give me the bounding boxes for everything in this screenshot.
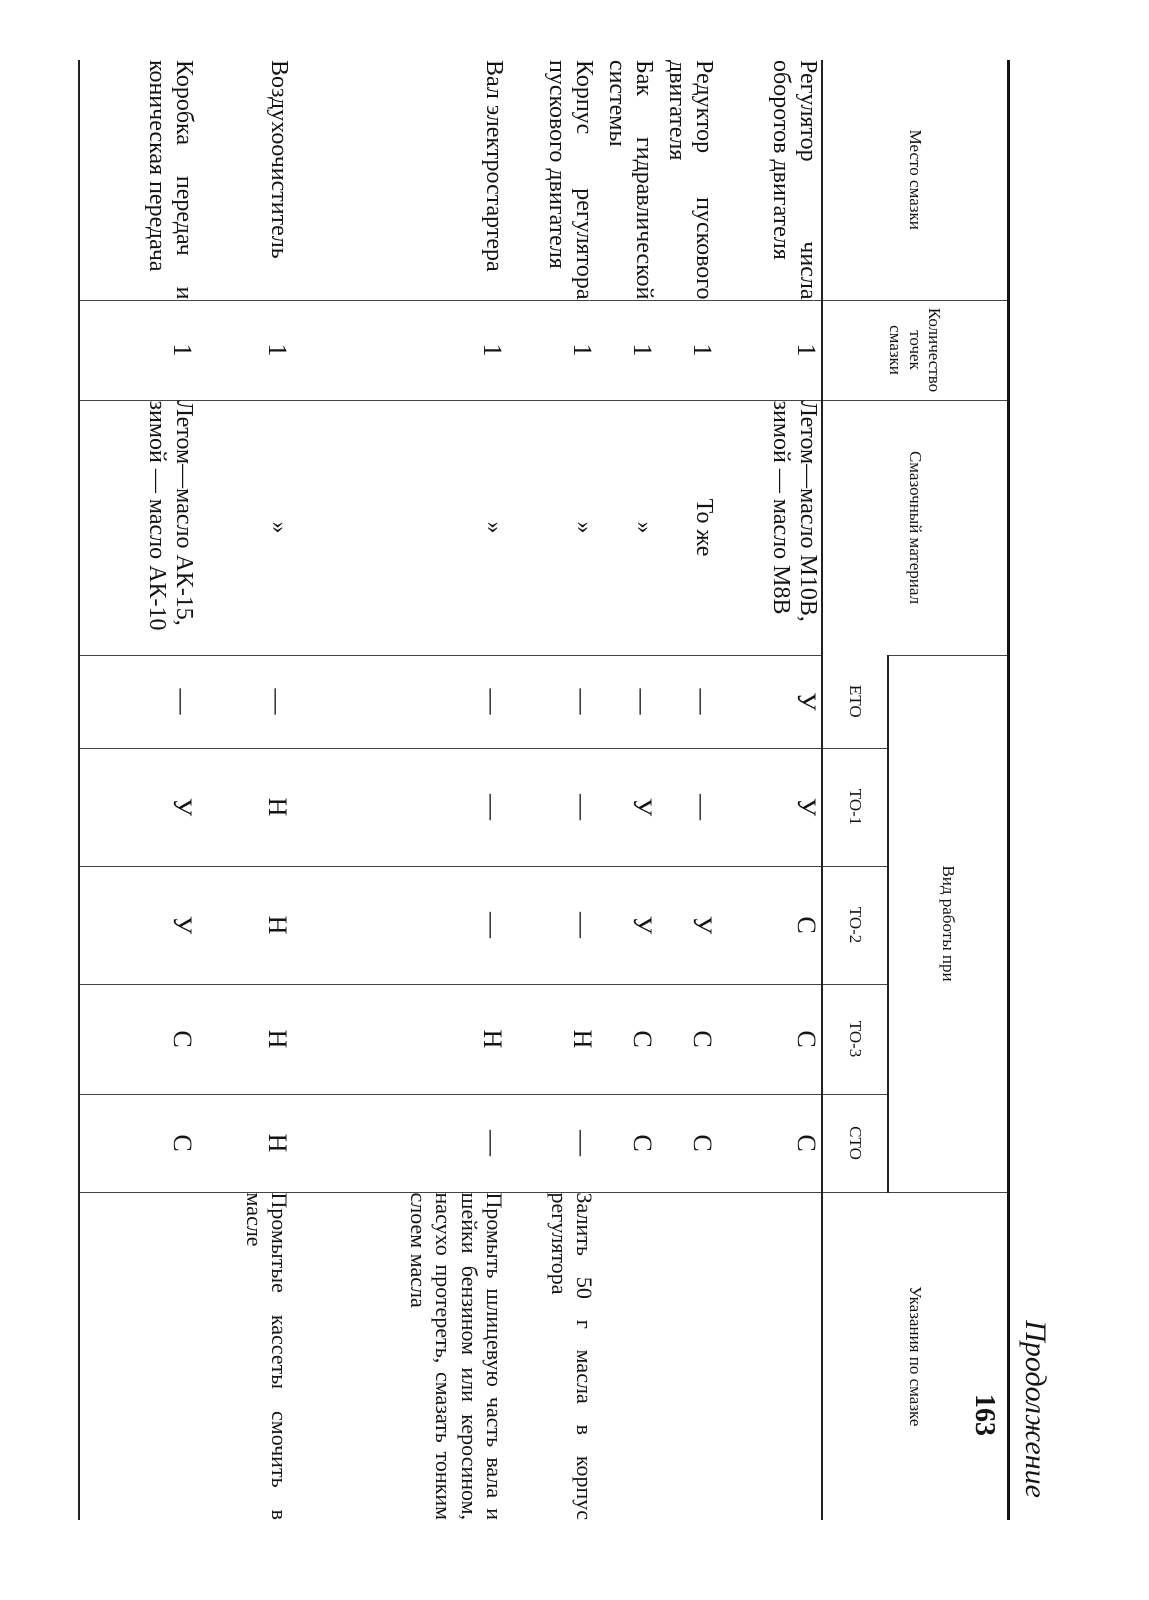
- notes-cell: Залить 50 г масла в корпус регулятора: [507, 1192, 597, 1520]
- eto-cell: —: [79, 655, 197, 748]
- notes-cell: [597, 1192, 657, 1520]
- points-cell: 1: [197, 300, 292, 400]
- to2-cell: Н: [197, 866, 292, 984]
- place-cell: Корпус регулятора пускового двигателя: [544, 60, 597, 300]
- material-cell: Летом—масло АК-15, зимой — масло АК-10: [79, 400, 197, 655]
- eto-cell: —: [197, 655, 292, 748]
- place-cell: Коробка передач и коническая передача: [79, 60, 197, 300]
- header-sto: СТО: [822, 1094, 888, 1192]
- place-cell: Вал электростартера: [481, 60, 507, 272]
- material-cell: »: [597, 400, 657, 655]
- table-row: [717, 60, 822, 1520]
- to3-cell: С: [657, 984, 717, 1094]
- material-cell: Летом—масло М10В, зимой — масло М8В: [717, 400, 822, 655]
- sto-cell: С: [597, 1094, 657, 1192]
- to1-cell: У: [597, 748, 657, 866]
- eto-cell: —: [292, 655, 507, 748]
- to3-cell: Н: [197, 984, 292, 1094]
- header-eto: ЕТО: [822, 655, 888, 748]
- to3-cell: С: [79, 984, 197, 1094]
- material-cell: »: [197, 400, 292, 655]
- points-cell: 1: [507, 300, 597, 400]
- header-to3: ТО-3: [822, 984, 888, 1094]
- place-cell: Редуктор пускового двигателя: [664, 60, 717, 300]
- to2-cell: —: [292, 866, 507, 984]
- to3-cell: Н: [507, 984, 597, 1094]
- notes-cell: Промыть шлицевую часть вала и шейки бензином или керосином, насухо протереть, смазать тонким слоем масла: [292, 1192, 507, 1520]
- to2-cell: С: [717, 866, 822, 984]
- header-notes: Указания по смазке: [822, 1192, 1009, 1520]
- to1-cell: —: [292, 748, 507, 866]
- sto-cell: С: [717, 1094, 822, 1192]
- to3-cell: С: [717, 984, 822, 1094]
- to1-cell: У: [79, 748, 197, 866]
- header-to2: ТО-2: [822, 866, 888, 984]
- table-row: [79, 60, 197, 1520]
- header-points: Количество точек смазки: [822, 300, 1009, 400]
- notes-cell: [79, 1192, 197, 1520]
- to1-cell: У: [717, 748, 822, 866]
- points-cell: 1: [79, 300, 197, 400]
- sto-cell: С: [79, 1094, 197, 1192]
- to1-cell: Н: [197, 748, 292, 866]
- eto-cell: —: [507, 655, 597, 748]
- header-work-type: Вид работы при: [888, 655, 1009, 1192]
- sto-cell: —: [292, 1094, 507, 1192]
- to3-cell: С: [597, 984, 657, 1094]
- to1-cell: —: [657, 748, 717, 866]
- to3-cell: Н: [292, 984, 507, 1094]
- eto-cell: —: [597, 655, 657, 748]
- header-place: Место смазки: [822, 60, 1009, 300]
- points-cell: 1: [292, 300, 507, 400]
- table-row: [597, 60, 657, 1520]
- material-cell: »: [292, 400, 507, 655]
- place-cell: Регулятор числа оборотов двигателя: [768, 60, 821, 300]
- to2-cell: —: [507, 866, 597, 984]
- rotated-page: [100, 60, 1060, 1520]
- eto-cell: —: [657, 655, 717, 748]
- to2-cell: У: [597, 866, 657, 984]
- table-row: [657, 60, 717, 1520]
- place-cell: Бак гидравлической системы: [604, 60, 657, 300]
- notes-cell: [657, 1192, 717, 1520]
- points-cell: 1: [657, 300, 717, 400]
- place-cell: Воздухоочиститель: [266, 60, 292, 259]
- page-number: 163: [969, 1394, 1000, 1436]
- table-row: [292, 60, 507, 1520]
- to1-cell: —: [507, 748, 597, 866]
- notes-cell: Промытые кассеты смочить в масле: [197, 1192, 292, 1520]
- sto-cell: Н: [197, 1094, 292, 1192]
- to2-cell: У: [657, 866, 717, 984]
- sto-cell: С: [657, 1094, 717, 1192]
- header-material: Смазочный материал: [822, 400, 1009, 655]
- table-row: [507, 60, 597, 1520]
- material-cell: То же: [657, 400, 717, 655]
- table-row: [197, 60, 292, 1520]
- to2-cell: У: [79, 866, 197, 984]
- eto-cell: У: [717, 655, 822, 748]
- material-cell: »: [507, 400, 597, 655]
- lubrication-table: [78, 60, 1010, 1520]
- points-cell: 1: [597, 300, 657, 400]
- sto-cell: —: [507, 1094, 597, 1192]
- points-cell: 1: [717, 300, 822, 400]
- header-to1: ТО-1: [822, 748, 888, 866]
- continuation-label: Продолжение: [1019, 1320, 1052, 1498]
- notes-cell: [717, 1192, 822, 1520]
